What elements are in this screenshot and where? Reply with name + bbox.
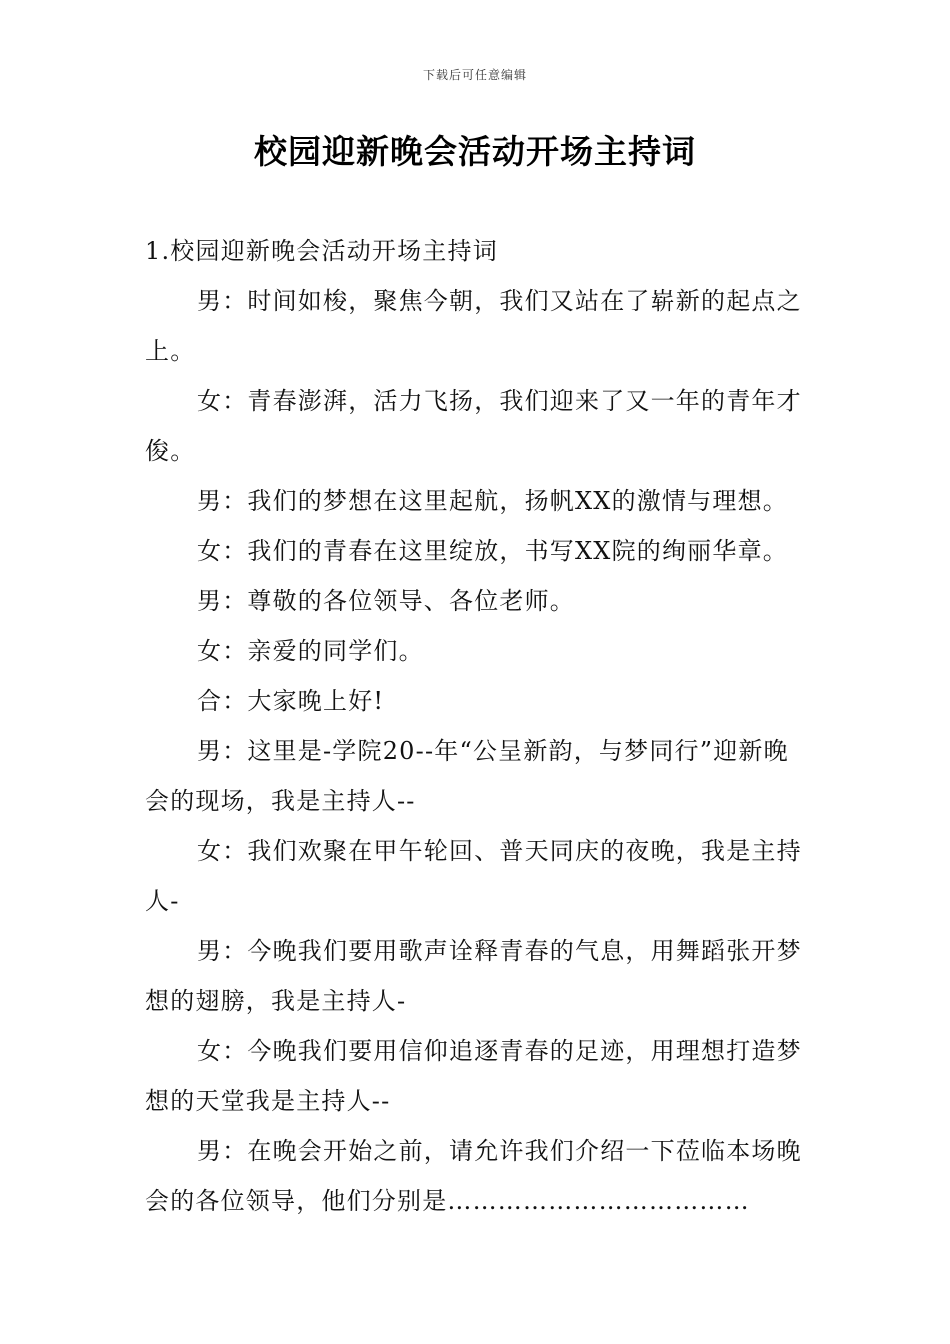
paragraph: 男：时间如梭，聚焦今朝，我们又站在了崭新的起点之上。 — [145, 287, 802, 365]
header-note: 下载后可任意编辑 — [422, 68, 527, 82]
paragraph: 女：我们欢聚在甲午轮回、普天同庆的夜晚，我是主持人- — [145, 837, 802, 915]
paragraph: 男：今晚我们要用歌声诠释青春的气息，用舞蹈张开梦想的翅膀，我是主持人- — [145, 937, 802, 1015]
paragraph: 男：在晚会开始之前，请允许我们介绍一下莅临本场晚会的各位领导，他们分别是……………………………… — [145, 1137, 802, 1215]
paragraph: 女：我们的青春在这里绽放，书写XX院的绚丽华章。 — [197, 537, 788, 565]
paragraph: 女：今晚我们要用信仰追逐青春的足迹，用理想打造梦想的天堂我是主持人-- — [145, 1037, 802, 1115]
paragraph: 合：大家晚上好! — [197, 687, 385, 715]
paragraph: 女：青春澎湃，活力飞扬，我们迎来了又一年的青年才俊。 — [145, 387, 802, 465]
paragraph: 男：我们的梦想在这里起航，扬帆XX的激情与理想。 — [197, 487, 788, 515]
section-heading: 1.校园迎新晚会活动开场主持词 — [145, 237, 498, 265]
document-body — [145, 226, 810, 1226]
paragraph: 男：这里是-学院20--年“公呈新韵，与梦同行”迎新晚会的现场，我是主持人-- — [145, 737, 789, 815]
paragraph: 女：亲爱的同学们。 — [197, 637, 424, 665]
paragraph: 男：尊敬的各位领导、各位老师。 — [197, 587, 575, 615]
document-title: 校园迎新晚会活动开场主持词 — [254, 132, 696, 171]
